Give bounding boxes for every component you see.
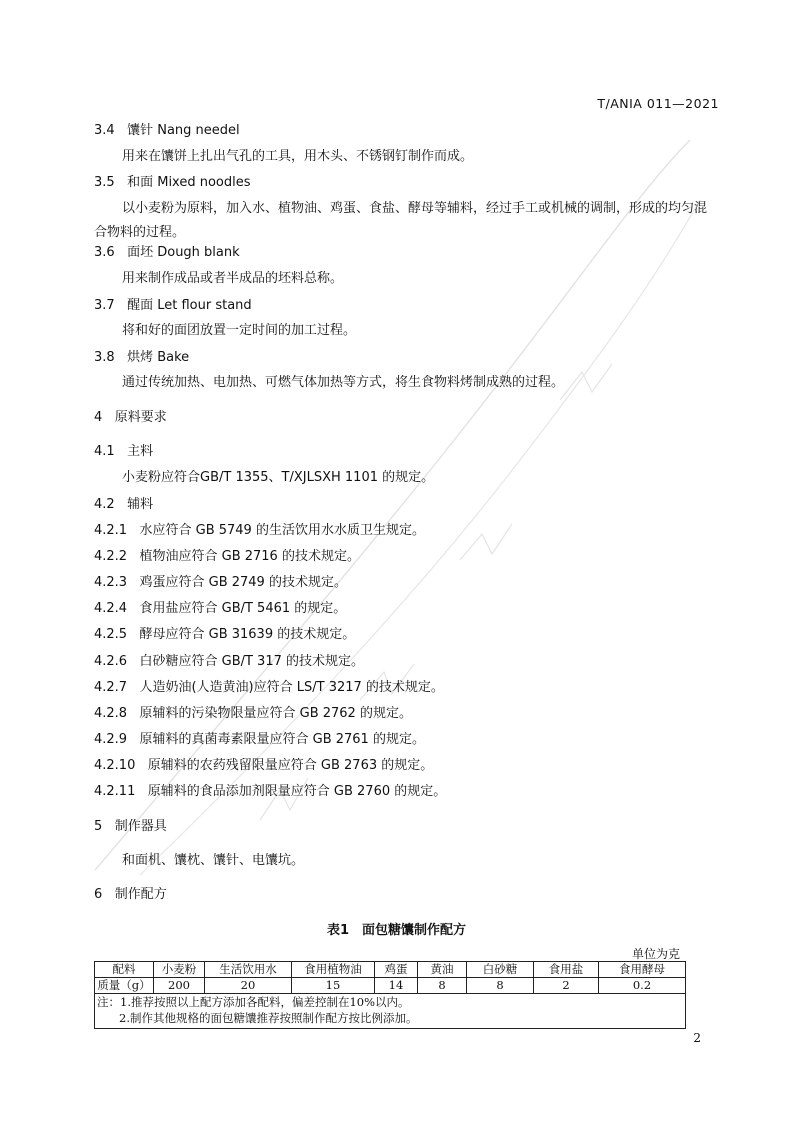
section-heading bbox=[94, 496, 153, 514]
table-cell: 0.2 bbox=[599, 978, 686, 994]
section-text: 将和好的面团放置一定时间的加工过程。 bbox=[122, 323, 357, 338]
chapter-title: 原料要求 bbox=[114, 410, 167, 425]
list-item bbox=[94, 653, 364, 671]
section-number: 4.1 bbox=[94, 444, 115, 459]
table-caption: 表1 面包糖馕制作配方 bbox=[326, 923, 467, 938]
section-heading bbox=[94, 174, 251, 192]
item-number: 4.2.5 bbox=[94, 627, 128, 642]
section-title: 主料 bbox=[127, 444, 154, 459]
section-title: 和面 Mixed noodles bbox=[127, 175, 251, 190]
table-header-cell: 白砂糖 bbox=[467, 962, 534, 978]
table-cell: 8 bbox=[418, 978, 467, 994]
table-header-cell: 食用盐 bbox=[534, 962, 599, 978]
table-cell: 200 bbox=[154, 978, 205, 994]
item-number: 4.2.6 bbox=[94, 654, 128, 669]
table-cell: 质量（g） bbox=[95, 978, 154, 994]
item-text: 人造奶油(人造黄油)应符合 LS/T 3217 的技术规定。 bbox=[139, 680, 444, 695]
chapter-heading bbox=[94, 818, 167, 836]
list-item bbox=[94, 783, 446, 801]
list-item bbox=[94, 574, 347, 592]
item-text: 原辅料的农药残留限量应符合 GB 2763 的规定。 bbox=[147, 758, 434, 773]
item-text: 原辅料的食品添加剂限量应符合 GB 2760 的规定。 bbox=[147, 784, 447, 799]
section-title: 面坯 Dough blank bbox=[127, 245, 240, 260]
chapter-number: 4 bbox=[94, 410, 103, 425]
item-text: 食用盐应符合 GB/T 5461 的规定。 bbox=[139, 601, 347, 616]
chapter-title: 制作配方 bbox=[114, 887, 167, 902]
table-header-cell: 食用酵母 bbox=[599, 962, 686, 978]
table-header-cell: 生活饮用水 bbox=[205, 962, 292, 978]
recipe-table bbox=[94, 961, 686, 1029]
table-cell: 8 bbox=[467, 978, 534, 994]
item-number: 4.2.8 bbox=[94, 706, 128, 721]
list-item bbox=[94, 757, 433, 775]
section-text: 用来在馕饼上扎出气孔的工具，用木头、不锈钢钉制作而成。 bbox=[122, 149, 474, 164]
item-number: 4.2.7 bbox=[94, 680, 128, 695]
table-note-line: 注：1.推荐按照以上配方添加各配料，偏差控制在10%以内。 bbox=[97, 995, 410, 1009]
chapter-heading bbox=[94, 886, 167, 904]
section-text: 以小麦粉为原料，加入水、植物油、鸡蛋、食盐、酵母等辅料，经过手工或机械的调制，形成的均匀混合物料的过程。 bbox=[94, 201, 708, 240]
section-text: 和面机、馕枕、馕针、电馕坑。 bbox=[122, 853, 305, 868]
list-item bbox=[94, 731, 425, 749]
table-header-cell: 小麦粉 bbox=[154, 962, 205, 978]
section-number: 4.2 bbox=[94, 497, 115, 512]
section-heading bbox=[94, 244, 240, 262]
section-text: 通过传统加热、电加热、可燃气体加热等方式，将生食物料烤制成熟的过程。 bbox=[122, 375, 565, 390]
standard-code: T/ANIA 011—2021 bbox=[597, 96, 719, 111]
page-number: 2 bbox=[693, 1031, 701, 1045]
item-number: 4.2.4 bbox=[94, 601, 128, 616]
chapter-title: 制作器具 bbox=[114, 819, 167, 834]
table-note-row bbox=[95, 994, 686, 1029]
section-number: 3.5 bbox=[94, 175, 115, 190]
item-text: 植物油应符合 GB 2716 的技术规定。 bbox=[139, 549, 360, 564]
section-heading bbox=[94, 122, 240, 140]
section-title: 辅料 bbox=[127, 497, 154, 512]
item-number: 4.2.2 bbox=[94, 549, 128, 564]
item-number: 4.2.10 bbox=[94, 758, 136, 773]
section-heading bbox=[94, 443, 153, 461]
section-number: 3.8 bbox=[94, 350, 115, 365]
list-item bbox=[94, 705, 412, 723]
table-cell: 15 bbox=[292, 978, 375, 994]
section-title: 醒面 Let flour stand bbox=[127, 298, 252, 313]
table-header-cell: 黄油 bbox=[418, 962, 467, 978]
item-text: 鸡蛋应符合 GB 2749 的技术规定。 bbox=[139, 575, 347, 590]
item-text: 白砂糖应符合 GB/T 317 的技术规定。 bbox=[139, 654, 365, 669]
section-number: 3.4 bbox=[94, 123, 115, 138]
table-note bbox=[95, 994, 686, 1029]
item-text: 原辅料的真菌毒素限量应符合 GB 2761 的规定。 bbox=[139, 732, 425, 747]
section-text: 用来制作成品或者半成品的坯料总称。 bbox=[122, 271, 344, 286]
table-note-line: 2.制作其他规格的面包糖馕推荐按照制作配方按比例添加。 bbox=[119, 1011, 418, 1025]
table-cell: 2 bbox=[534, 978, 599, 994]
table-cell: 20 bbox=[205, 978, 292, 994]
item-text: 原辅料的污染物限量应符合 GB 2762 的规定。 bbox=[139, 706, 412, 721]
table-header-row bbox=[95, 962, 686, 978]
list-item bbox=[94, 548, 360, 566]
section-title: 烘烤 Bake bbox=[127, 350, 190, 365]
section-number: 3.7 bbox=[94, 298, 115, 313]
section-heading bbox=[94, 349, 189, 367]
table-header-cell: 配料 bbox=[95, 962, 154, 978]
item-number: 4.2.11 bbox=[94, 784, 136, 799]
table-unit: 单位为克 bbox=[631, 947, 680, 961]
item-number: 4.2.1 bbox=[94, 523, 128, 538]
section-title: 馕针 Nang needel bbox=[127, 123, 240, 138]
list-item bbox=[94, 600, 346, 618]
chapter-number: 5 bbox=[94, 819, 103, 834]
chapter-heading bbox=[94, 409, 167, 427]
table-header-cell: 食用植物油 bbox=[292, 962, 375, 978]
item-text: 水应符合 GB 5749 的生活饮用水水质卫生规定。 bbox=[139, 523, 425, 538]
section-text: 小麦粉应符合GB/T 1355、T/XJLSXH 1101 的规定。 bbox=[122, 470, 435, 485]
list-item bbox=[94, 626, 355, 644]
item-text: 酵母应符合 GB 31639 的技术规定。 bbox=[139, 627, 356, 642]
section-heading bbox=[94, 297, 252, 315]
table-header-cell: 鸡蛋 bbox=[375, 962, 418, 978]
chapter-number: 6 bbox=[94, 887, 103, 902]
item-number: 4.2.9 bbox=[94, 732, 128, 747]
table-row bbox=[95, 978, 686, 994]
table-cell: 14 bbox=[375, 978, 418, 994]
section-number: 3.6 bbox=[94, 245, 115, 260]
list-item bbox=[94, 522, 425, 540]
list-item bbox=[94, 679, 444, 697]
item-number: 4.2.3 bbox=[94, 575, 128, 590]
